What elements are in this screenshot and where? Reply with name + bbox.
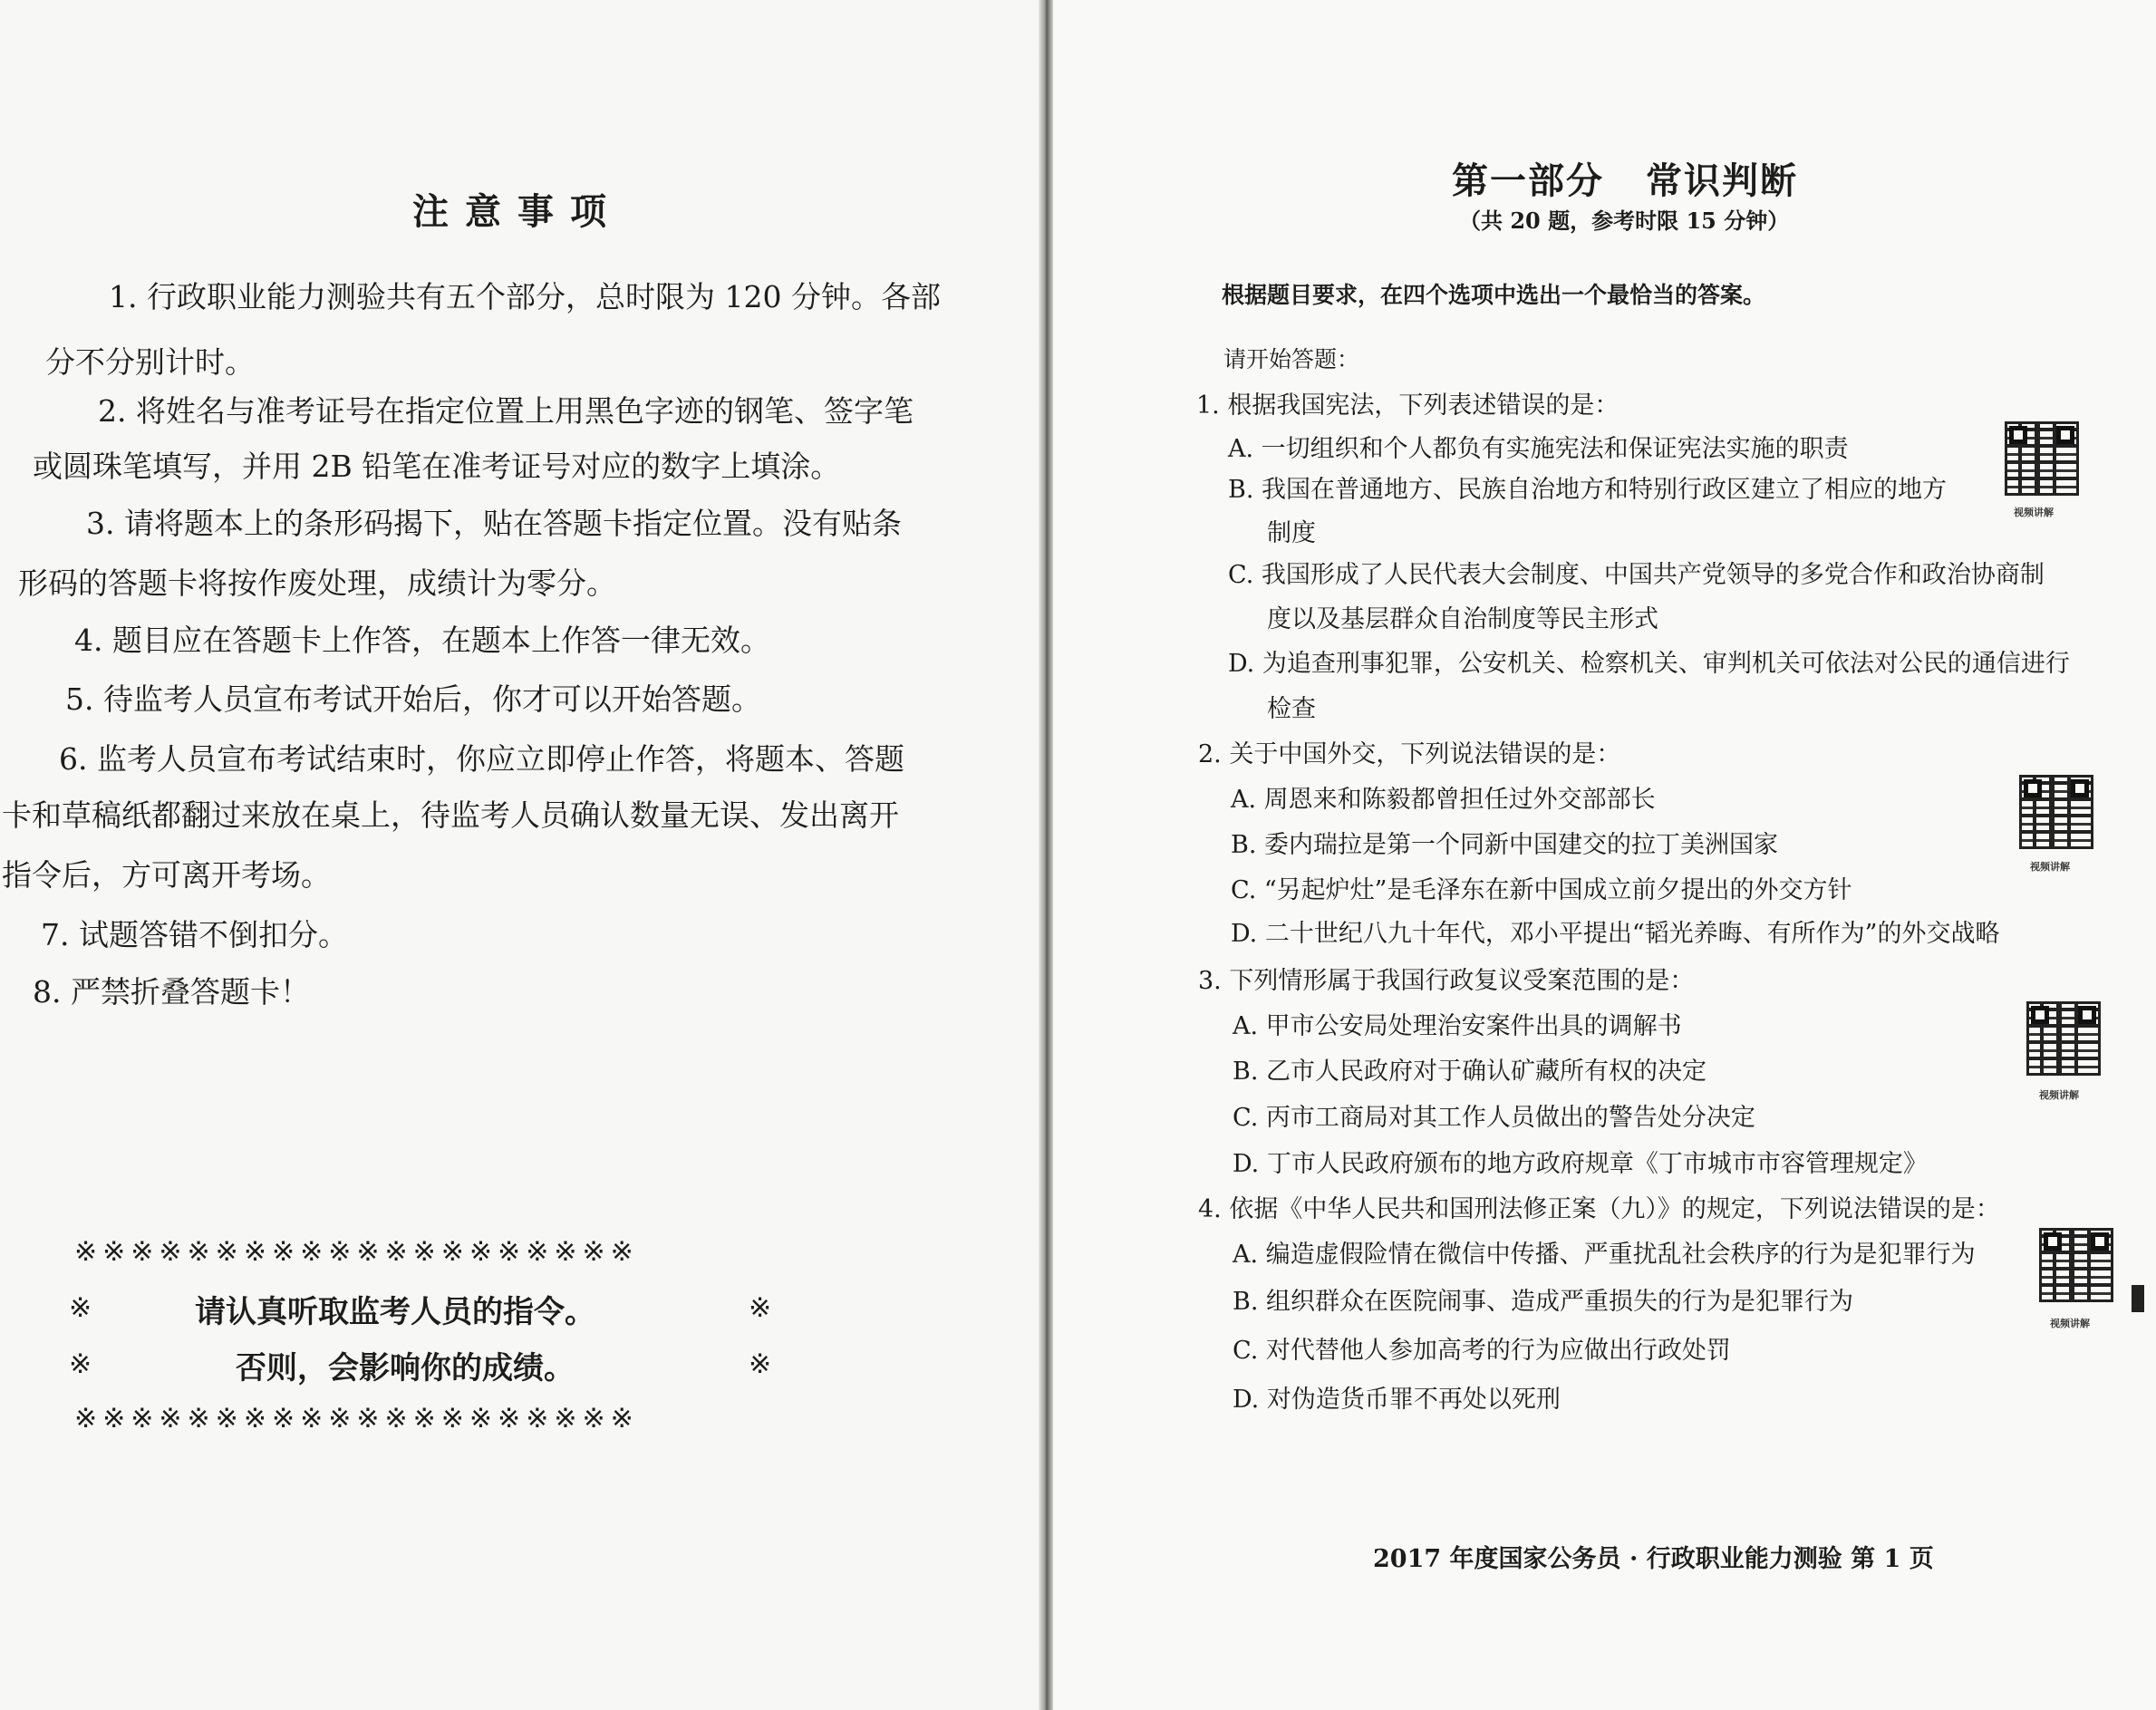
question-1-option-b-cont: 制度 bbox=[1267, 519, 1316, 547]
banner-line-1: 请认真听取监考人员的指令。 bbox=[195, 1294, 595, 1330]
notice-item-3-cont: 形码的答题卡将按作废处理，成绩计为零分。 bbox=[18, 565, 616, 601]
qr-code-icon bbox=[2005, 421, 2079, 496]
question-1-option-d-cont: 检查 bbox=[1267, 695, 1316, 723]
banner-stars-top: ※※※※※※※※※※※※※※※※※※※※ bbox=[74, 1236, 639, 1268]
notice-item-2-cont: 或圆珠笔填写，并用 2B 铅笔在准考证号对应的数字上填涂。 bbox=[33, 449, 841, 484]
banner-line-2: 否则，会影响你的成绩。 bbox=[236, 1350, 575, 1386]
banner-mark-right-2: ※ bbox=[749, 1348, 772, 1380]
part-title-name: 常识判断 bbox=[1646, 159, 1798, 202]
question-1-option-c-cont: 度以及基层群众自治制度等民主形式 bbox=[1267, 605, 1658, 633]
question-3-stem: 3. 下列情形属于我国行政复议受案范围的是： bbox=[1198, 967, 1695, 995]
question-2-stem: 2. 关于中国外交，下列说法错误的是： bbox=[1198, 740, 1621, 768]
question-3-option-b: B. 乙市人民政府对于确认矿藏所有权的决定 bbox=[1233, 1058, 1707, 1086]
question-3-option-d: D. 丁市人民政府颁布的地方政府规章《丁市城市市容管理规定》 bbox=[1233, 1150, 1928, 1178]
start-prompt: 请开始答题： bbox=[1223, 346, 1360, 372]
question-4-option-c: C. 对代替他人参加高考的行为应做出行政处罚 bbox=[1233, 1337, 1731, 1365]
notice-item-6: 6. 监考人员宣布考试结束时，你应立即停止作答，将题本、答题 bbox=[59, 741, 904, 777]
question-2-option-b: B. 委内瑞拉是第一个同新中国建交的拉丁美洲国家 bbox=[1231, 831, 1779, 859]
question-2-option-c: C. “另起炉灶”是毛泽东在新中国成立前夕提出的外交方针 bbox=[1231, 876, 1852, 904]
question-3-option-c: C. 丙市工商局对其工作人员做出的警告处分决定 bbox=[1233, 1104, 1755, 1132]
question-4-option-a: A. 编造虚假险情在微信中传播、严重扰乱社会秩序的行为是犯罪行为 bbox=[1233, 1241, 1976, 1269]
question-1-option-b: B. 我国在普通地方、民族自治地方和特别行政区建立了相应的地方 bbox=[1228, 476, 1948, 504]
question-1-stem: 1. 根据我国宪法，下列表述错误的是： bbox=[1196, 391, 1619, 420]
question-4-option-b: B. 组织群众在医院闹事、造成严重损失的行为是犯罪行为 bbox=[1233, 1288, 1854, 1316]
notice-item-1-cont: 分不分别计时。 bbox=[45, 344, 255, 380]
part-subtitle: （共 20 题，参考时限 15 分钟） bbox=[1459, 208, 1790, 234]
notice-item-7: 7. 试题答错不倒扣分。 bbox=[41, 917, 348, 952]
qr-code-icon bbox=[2039, 1228, 2113, 1302]
page-footer: 2017 年度国家公务员 · 行政职业能力测验 第 1 页 bbox=[1373, 1545, 1934, 1573]
notice-title: 注意事项 bbox=[412, 190, 623, 233]
question-1-option-c: C. 我国形成了人民代表大会制度、中国共产党领导的多党合作和政治协商制 bbox=[1228, 561, 2045, 589]
notice-item-4: 4. 题目应在答题卡上作答，在题本上作答一律无效。 bbox=[74, 623, 770, 658]
page-edge-tab bbox=[2132, 1285, 2144, 1312]
question-4-option-d: D. 对伪造货币罪不再处以死刑 bbox=[1233, 1386, 1561, 1414]
notice-item-2: 2. 将姓名与准考证号在指定位置上用黑色字迹的钢笔、签字笔 bbox=[98, 393, 914, 429]
notice-item-6-cont2: 指令后，方可离开考场。 bbox=[2, 857, 331, 893]
qr-code-icon bbox=[2026, 1001, 2101, 1076]
banner-mark-right-1: ※ bbox=[749, 1292, 772, 1324]
question-4-stem: 4. 依据《中华人民共和国刑法修正案（九）》的规定，下列说法错误的是： bbox=[1198, 1195, 2000, 1223]
notice-item-8: 8. 严禁折叠答题卡！ bbox=[33, 974, 310, 1010]
book-gutter bbox=[1039, 0, 1053, 1710]
qr-label: 视频讲解 bbox=[2014, 507, 2054, 518]
question-3-option-a: A. 甲市公安局处理治安案件出具的调解书 bbox=[1233, 1012, 1682, 1040]
notice-item-1: 1. 行政职业能力测验共有五个部分，总时限为 120 分钟。各部 bbox=[109, 279, 941, 314]
notice-item-3: 3. 请将题本上的条形码揭下，贴在答题卡指定位置。没有贴条 bbox=[86, 506, 902, 541]
qr-label: 视频讲解 bbox=[2030, 861, 2070, 873]
instruction-text: 根据题目要求，在四个选项中选出一个最恰当的答案。 bbox=[1222, 282, 1766, 308]
qr-code-icon bbox=[2019, 775, 2093, 849]
notice-item-6-cont1: 卡和草稿纸都翻过来放在桌上，待监考人员确认数量无误、发出离开 bbox=[2, 797, 899, 833]
part-title-number: 第一部分 bbox=[1452, 159, 1604, 202]
question-2-option-a: A. 周恩来和陈毅都曾担任过外交部部长 bbox=[1231, 786, 1656, 814]
notice-item-5: 5. 待监考人员宣布考试开始后，你才可以开始答题。 bbox=[65, 681, 761, 717]
qr-label: 视频讲解 bbox=[2050, 1318, 2090, 1329]
question-1-option-d: D. 为追查刑事犯罪，公安机关、检察机关、审判机关可依法对公民的通信进行 bbox=[1228, 650, 2070, 678]
left-page bbox=[0, 0, 1039, 1710]
question-2-option-d: D. 二十世纪八九十年代，邓小平提出“韬光养晦、有所作为”的外交战略 bbox=[1231, 920, 2000, 948]
banner-mark-left-1: ※ bbox=[69, 1292, 92, 1324]
banner-mark-left-2: ※ bbox=[69, 1348, 92, 1380]
qr-label: 视频讲解 bbox=[2039, 1089, 2079, 1101]
banner-stars-bottom: ※※※※※※※※※※※※※※※※※※※※ bbox=[74, 1403, 639, 1435]
part-title bbox=[1452, 152, 1798, 204]
question-1-option-a: A. 一切组织和个人都负有实施宪法和保证宪法实施的职责 bbox=[1228, 435, 1849, 463]
